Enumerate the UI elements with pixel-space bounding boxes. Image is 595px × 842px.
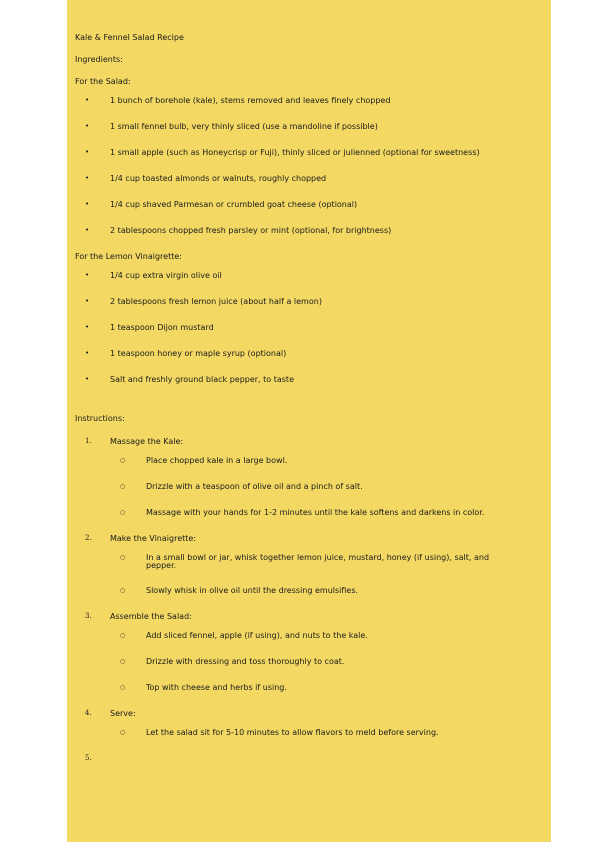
step-number: 2. <box>85 534 92 542</box>
step-title: Massage the Kale: <box>110 437 184 446</box>
list-item: 1/4 cup extra virgin olive oil <box>110 271 222 280</box>
sub-bullet-icon: ○ <box>120 457 126 464</box>
sub-bullet-icon: ○ <box>120 632 126 639</box>
document-page <box>67 0 551 842</box>
sub-bullet-icon: ○ <box>120 729 126 736</box>
recipe-title: Kale & Fennel Salad Recipe <box>75 33 184 42</box>
sub-bullet-icon: ○ <box>120 658 126 665</box>
list-item: 1 bunch of borehole (kale), stems removed and leaves finely chopped <box>110 96 391 105</box>
salad-heading: For the Salad: <box>75 77 131 86</box>
step-detail: Massage with your hands for 1-2 minutes until the kale softens and darkens in color. <box>146 508 485 517</box>
sub-bullet-icon: ○ <box>120 483 126 490</box>
sub-bullet-icon: ○ <box>120 587 126 594</box>
step-title: Make the Vinaigrette: <box>110 534 197 543</box>
list-item: 1 teaspoon Dijon mustard <box>110 323 214 332</box>
step-detail: Let the salad sit for 5-10 minutes to allow flavors to meld before serving. <box>146 728 439 737</box>
step-title: Serve: <box>110 709 136 718</box>
list-item: 2 tablespoons fresh lemon juice (about half a lemon) <box>110 297 322 306</box>
step-detail: Place chopped kale in a large bowl. <box>146 456 288 465</box>
vinaigrette-heading: For the Lemon Vinaigrette: <box>75 252 182 261</box>
list-item: 1 small fennel bulb, very thinly sliced (use a mandoline if possible) <box>110 122 378 131</box>
sub-bullet-icon: ○ <box>120 509 126 516</box>
step-number: 3. <box>85 612 92 620</box>
list-item: 2 tablespoons chopped fresh parsley or mint (optional, for brightness) <box>110 226 392 235</box>
step-detail: Drizzle with dressing and toss thoroughly to coat. <box>146 657 345 666</box>
list-item: 1/4 cup shaved Parmesan or crumbled goat cheese (optional) <box>110 200 358 209</box>
step-number: 5. <box>85 754 92 762</box>
step-detail: Top with cheese and herbs if using. <box>146 683 287 692</box>
bullet-icon: • <box>85 148 90 156</box>
step-detail: Drizzle with a teaspoon of olive oil and a pinch of salt. <box>146 482 363 491</box>
bullet-icon: • <box>85 271 90 279</box>
list-item: 1 teaspoon honey or maple syrup (optional) <box>110 349 287 358</box>
step-detail: Slowly whisk in olive oil until the dressing emulsifies. <box>146 586 359 595</box>
bullet-icon: • <box>85 96 90 104</box>
list-item: 1/4 cup toasted almonds or walnuts, roughly chopped <box>110 174 327 183</box>
instructions-heading: Instructions: <box>75 414 125 423</box>
bullet-icon: • <box>85 297 90 305</box>
step-number: 4. <box>85 709 92 717</box>
sub-bullet-icon: ○ <box>120 554 126 561</box>
step-detail: In a small bowl or jar, whisk together lemon juice, mustard, honey (if using), salt, and <box>146 553 490 562</box>
bullet-icon: • <box>85 375 90 383</box>
sub-bullet-icon: ○ <box>120 684 126 691</box>
ingredients-heading: Ingredients: <box>75 55 123 64</box>
list-item: 1 small apple (such as Honeycrisp or Fuji), thinly sliced or julienned (optional for sweetness) <box>110 148 480 157</box>
list-item: Salt and freshly ground black pepper, to taste <box>110 375 294 384</box>
bullet-icon: • <box>85 323 90 331</box>
step-title: Assemble the Salad: <box>110 612 192 621</box>
bullet-icon: • <box>85 226 90 234</box>
bullet-icon: • <box>85 349 90 357</box>
bullet-icon: • <box>85 200 90 208</box>
step-detail: Add sliced fennel, apple (if using), and nuts to the kale. <box>146 631 368 640</box>
step-number: 1. <box>85 437 92 445</box>
bullet-icon: • <box>85 174 90 182</box>
bullet-icon: • <box>85 122 90 130</box>
step-detail-continued: pepper. <box>146 561 177 570</box>
